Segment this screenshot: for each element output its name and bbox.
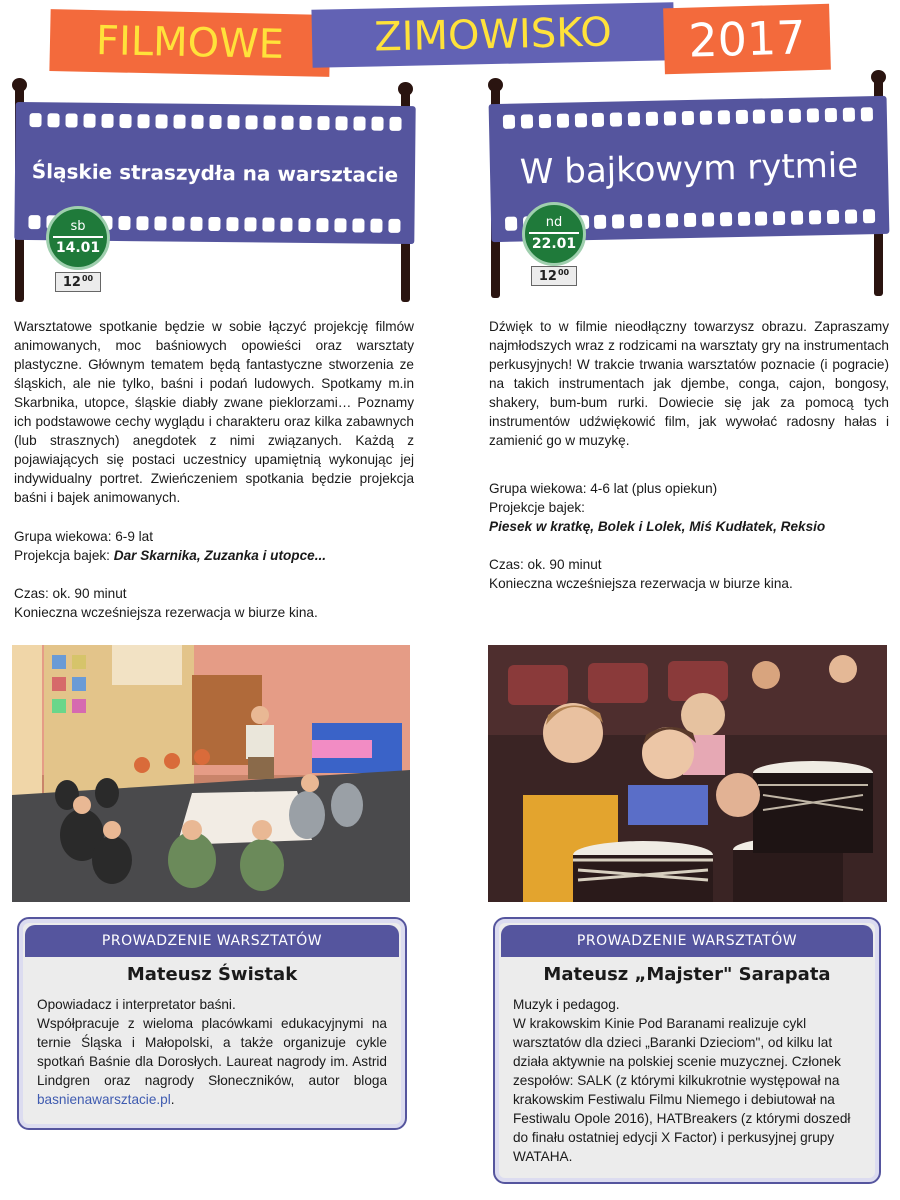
screening-titles: Dar Skarnika, Zuzanka i utopce... — [113, 548, 327, 563]
instructor-bio — [37, 995, 387, 1109]
time-hour: 12 — [538, 268, 557, 284]
age-group: Grupa wiekowa: 6-9 lat — [14, 529, 154, 544]
date-badge — [522, 202, 586, 266]
screening-label: Projekcja bajek: — [14, 548, 114, 563]
bio-main: Współpracuje z wieloma placówkami edukacyjnymi na ternie Śląska i Małopolski, a także organizuje cykle spotkań Baśnie dla Dorosłych. Laureat nagrody im. Astrid Lindgren oraz nagrody Słoneczników, autor bloga — [37, 1016, 387, 1088]
header-word-filmowe: FILMOWE — [49, 9, 330, 77]
banner-title: W bajkowym rytmie — [519, 145, 859, 193]
time-minutes: 00 — [81, 273, 94, 283]
instructor-name: Mateusz „Majster" Sarapata — [543, 964, 831, 985]
header-word-zimowisko: ZIMOWISKO — [311, 2, 674, 68]
header-year: 2017 — [663, 4, 831, 75]
film-holes-top — [29, 112, 401, 132]
right-film-banner — [486, 74, 891, 302]
instructor-box-heading: PROWADZENIE WARSZTATÓW — [501, 925, 873, 957]
reservation-note: Konieczna wcześniejsza rezerwacja w biurze kina. — [14, 605, 318, 620]
left-description: Warsztatowe spotkanie będzie w sobie łączyć projekcję filmów animowanych, moc baśniowych opowieści oraz warsztaty plastyczne. Głównym tematem będą fantastyczne stworzenia ze śląskich, ale nie tylko, baśni i podań ludowych. Spotkamy m.in Skarbnika, utopce, śląskie diabły zwane pieklorzami… Poznamy ich podstawowe cechy wyglądu i charakteru oraz kilka zabawnych (lub strasznych) anegdotek z nimi związanych. Każdą z pojawiających się postaci uczestnicy upamiętnią wykonując jej indywidualny portret. Zwieńczeniem spotkania będzie projekcja baśni i bajek animowanych. — [14, 319, 414, 505]
time-badge — [531, 266, 577, 286]
instructor-bio — [513, 995, 861, 1166]
banner-title: Śląskie straszydła na warsztacie — [31, 159, 399, 187]
time-badge — [55, 272, 101, 292]
date-badge-day: sb — [70, 219, 86, 234]
duration: Czas: ok. 90 minut — [489, 557, 602, 572]
right-instructor-box — [493, 917, 881, 1184]
screening-line — [14, 546, 414, 565]
time-hour: 12 — [62, 274, 81, 290]
age-group: Grupa wiekowa: 4-6 lat (plus opiekun) — [489, 481, 718, 496]
right-info — [489, 479, 889, 593]
instructor-name: Mateusz Świstak — [126, 964, 298, 985]
bio-intro: Opowiadacz i interpretator baśni. — [37, 997, 236, 1012]
date-badge-day: nd — [545, 215, 563, 230]
time-minutes: 00 — [557, 267, 570, 277]
left-instructor-box — [17, 917, 407, 1130]
bio-end: . — [170, 1092, 175, 1107]
reservation-note: Konieczna wcześniejsza rezerwacja w biurze kina. — [489, 576, 793, 591]
left-info — [14, 527, 414, 622]
bio-text: W krakowskim Kinie Pod Baranami realizuje cykl warsztatów dla dzieci „Baranki Dzieciom", od kilku lat działa aktywnie na polskiej scenie muzycznej. Członek zespołów: SALK (z którymi kilkukrotnie występował na krakowskim Festiwalu Filmu Niemego i debiutował na Festiwalu Opole 2016), HATBreakers (z którymi doszedł do finału ostatniej edycji X Factor) i perkusyjnej grupy WATAHA. — [513, 1016, 851, 1164]
drum-workshop-photo — [488, 645, 887, 902]
bio-intro: Muzyk i pedagog. — [513, 997, 620, 1012]
instructor-box-heading: PROWADZENIE WARSZTATÓW — [25, 925, 399, 957]
date-badge-date: 14.01 — [55, 240, 101, 256]
date-badge — [46, 206, 110, 270]
duration: Czas: ok. 90 minut — [14, 586, 127, 601]
bio-text — [37, 1014, 387, 1109]
screening-label: Projekcje bajek: — [489, 500, 585, 515]
date-badge-date: 22.01 — [531, 236, 577, 252]
film-holes-top — [503, 106, 873, 130]
classroom-workshop-photo — [12, 645, 410, 902]
left-film-banner — [10, 82, 420, 307]
screening-titles: Piesek w kratkę, Bolek i Lolek, Miś Kudłatek, Reksio — [489, 519, 826, 534]
right-description: Dźwięk to w filmie nieodłączny towarzysz obrazu. Zapraszamy najmłodszych wraz z rodzicami na warsztaty gry na instrumentach perkusyjnych! W trakcie trwania warsztatów poznacie (i pogracie) na takich instrumentach jak djembe, conga, cajon, bongosy, shakery, bum-bum rurki. Dowiecie się jak za pomocą tych instrumentów udźwiękowić film, jak wywołać radosny hałas i zamienić go w muzykę. — [489, 319, 889, 448]
blog-link[interactable]: basnienawarsztacie.pl — [37, 1092, 171, 1107]
